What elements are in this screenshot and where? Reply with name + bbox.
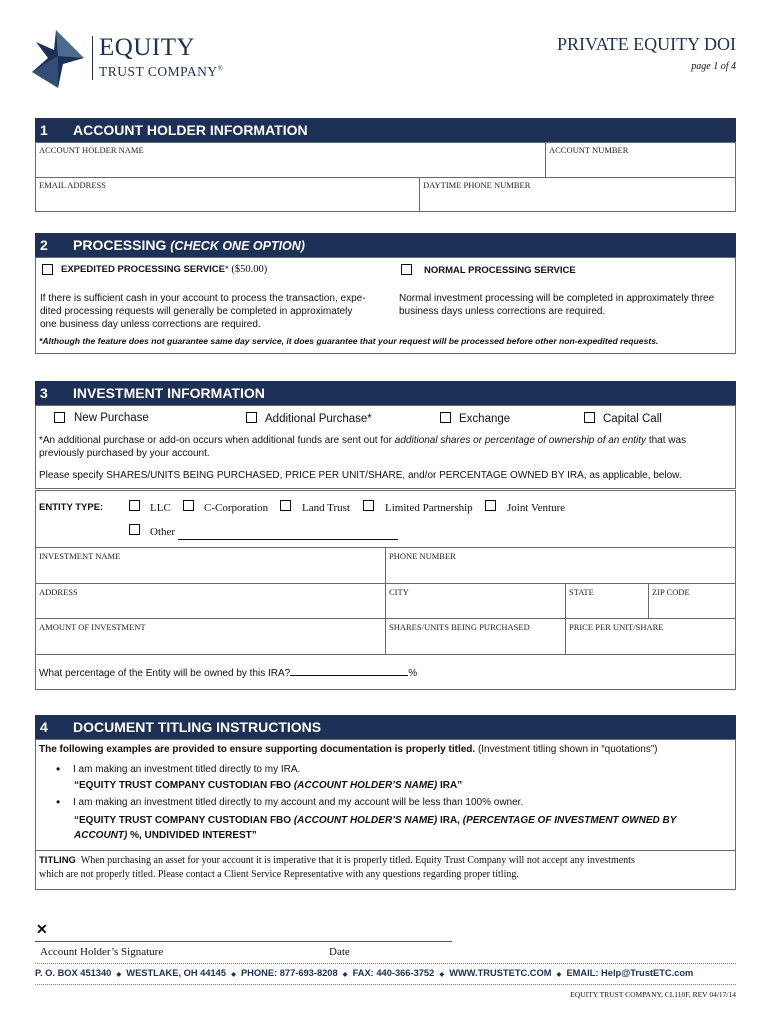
new-purchase-label: New Purchase	[74, 412, 149, 424]
titling-label: TITLING	[39, 855, 76, 866]
titling-intro: The following examples are provided to ensure supporting documentation is properly titled. (Investment titling shown in “quotations”)	[39, 744, 658, 755]
price-per-unit-field[interactable]	[566, 619, 735, 654]
signature-x-icon: ✕	[36, 923, 48, 938]
land-trust-label: Land Trust	[302, 502, 350, 514]
logo-equity-text: EQUITY	[99, 34, 196, 61]
signature-label: Account Holder’s Signature	[40, 946, 164, 958]
account-number-field[interactable]	[546, 143, 735, 177]
phone-number-label: PHONE NUMBER	[389, 551, 456, 561]
address-label: ADDRESS	[39, 587, 78, 597]
expedited-description	[40, 292, 366, 331]
c-corporation-checkbox[interactable]	[183, 500, 194, 511]
footer-separator-icon: ◆	[342, 972, 348, 978]
expedited-description-line: dited processing requests will generally be completed in approximately	[40, 306, 353, 317]
section-2-header	[35, 233, 736, 257]
llc-label: LLC	[150, 502, 171, 514]
footer-contact-line	[35, 968, 693, 978]
other-checkbox[interactable]	[129, 524, 140, 535]
footer-city: WESTLAKE, OH 44145	[126, 968, 227, 978]
bullet-icon: •	[56, 762, 61, 776]
state-field[interactable]	[566, 584, 648, 618]
processing-box	[35, 257, 736, 354]
section-4-header	[35, 715, 736, 739]
investment-name-label: INVESTMENT NAME	[39, 551, 121, 561]
entity-type-label: ENTITY TYPE:	[39, 502, 104, 513]
signature-line[interactable]	[35, 941, 452, 942]
titling-box	[35, 739, 736, 890]
bullet-icon: •	[56, 795, 61, 809]
titling-example-1: “EQUITY TRUST COMPANY CUSTODIAN FBO (ACCOUNT HOLDER’S NAME) IRA”	[74, 780, 463, 791]
joint-venture-label: Joint Venture	[507, 502, 566, 514]
investment-name-field[interactable]	[36, 548, 385, 583]
entity-details-box	[35, 490, 736, 690]
city-field[interactable]	[386, 584, 565, 618]
footer-fax: FAX: 440-366-3752	[352, 968, 435, 978]
expedited-description-line: If there is sufficient cash in your account to process the transaction, expe-	[40, 293, 366, 304]
specify-instructions: Please specify SHARES/UNITS BEING PURCHASED, PRICE PER UNIT/SHARE, and/or PERCENTAGE OWNED BY IRA, as applicable, below.	[39, 470, 682, 481]
exchange-label: Exchange	[459, 413, 511, 425]
ira-percentage-input-line[interactable]	[290, 666, 408, 676]
email-address-field[interactable]	[36, 178, 419, 211]
footer-po-box: P. O. BOX 451340	[35, 968, 112, 978]
additional-purchase-label: Additional Purchase*	[265, 413, 372, 425]
section-1-title: ACCOUNT HOLDER INFORMATION	[73, 122, 308, 138]
form-code: EQUITY TRUST COMPANY, CL110F, REV 04/17/14	[570, 990, 736, 999]
amount-of-investment-field[interactable]	[36, 619, 385, 654]
exchange-checkbox[interactable]	[440, 412, 451, 423]
shares-units-field[interactable]	[386, 619, 565, 654]
section-1-header	[35, 118, 736, 142]
normal-processing-checkbox[interactable]	[401, 264, 412, 275]
limited-partnership-checkbox[interactable]	[363, 500, 374, 511]
footer-separator-icon: ◆	[439, 972, 445, 978]
section-3-title: INVESTMENT INFORMATION	[73, 385, 265, 401]
account-holder-box	[35, 142, 736, 212]
footer-phone: PHONE: 877-693-8208	[240, 968, 338, 978]
section-1-number: 1	[40, 122, 48, 138]
c-corporation-label: C-Corporation	[204, 502, 269, 514]
additional-purchase-checkbox[interactable]	[246, 412, 257, 423]
section-2-title: PROCESSING (CHECK ONE OPTION)	[73, 237, 305, 253]
city-label: CITY	[389, 587, 409, 597]
llc-checkbox[interactable]	[129, 500, 140, 511]
limited-partnership-label: Limited Partnership	[385, 502, 473, 514]
footer-separator-icon: ◆	[556, 972, 562, 978]
section-4-number: 4	[40, 719, 48, 735]
titling-example-2: “EQUITY TRUST COMPANY CUSTODIAN FBO (ACCOUNT HOLDER’S NAME) IRA, (PERCENTAGE OF INVESTMENT OWNED BY ACCOUNT) %, UNDIVIDED INTEREST”	[74, 815, 677, 841]
section-3-number: 3	[40, 385, 48, 401]
joint-venture-checkbox[interactable]	[485, 500, 496, 511]
section-2-number: 2	[40, 237, 48, 253]
expedited-description-line: one business day unless corrections are required.	[40, 319, 261, 330]
land-trust-checkbox[interactable]	[280, 500, 291, 511]
ira-percentage-question	[39, 666, 417, 679]
price-per-unit-label: PRICE PER UNIT/SHARE	[569, 622, 664, 632]
additional-purchase-note: *An additional purchase or add-on occurs when additional funds are sent out for additional shares or percentage of ownership of an entity that was previously purchased by your account.	[39, 435, 687, 459]
footer-separator-icon: ◆	[116, 972, 122, 978]
expedited-processing-checkbox[interactable]	[42, 264, 53, 275]
expedited-processing-label: EXPEDITED PROCESSING SERVICE* ($50.00)	[61, 264, 268, 275]
row-divider	[36, 850, 735, 851]
processing-footnote: *Although the feature does not guarantee same day service, it does guarantee that your request will be processed before other non-expedited requests.	[39, 336, 659, 346]
address-field[interactable]	[36, 584, 385, 618]
page-number: page 1 of 4	[691, 61, 736, 72]
form-title: PRIVATE EQUITY DOI	[557, 34, 736, 54]
date-label: Date	[329, 946, 350, 958]
logo-divider	[92, 36, 93, 80]
row-divider	[36, 654, 735, 655]
normal-description	[399, 292, 714, 318]
state-label: STATE	[569, 587, 594, 597]
footer-email-link[interactable]: EMAIL: Help@TrustETC.com	[566, 968, 694, 978]
titling-notice: TITLING When purchasing an asset for your account it is imperative that it is properly titled. Equity Trust Company will not accept any investments which are not properly titled. Please contact a Client Service Representative with any questions regarding proper titling.	[39, 855, 635, 880]
account-number-label: ACCOUNT NUMBER	[549, 145, 629, 155]
account-holder-name-field[interactable]	[36, 143, 545, 177]
daytime-phone-field[interactable]	[420, 178, 735, 211]
investment-type-box	[35, 405, 736, 489]
shares-units-label: SHARES/UNITS BEING PURCHASED	[389, 622, 530, 632]
capital-call-label: Capital Call	[603, 413, 662, 425]
other-input-line[interactable]	[178, 539, 398, 540]
titling-bullet-2: I am making an investment titled directly to my account and my account will be less than 100% owner.	[73, 797, 524, 808]
normal-processing-label: NORMAL PROCESSING SERVICE	[424, 265, 576, 276]
zip-code-field[interactable]	[649, 584, 735, 618]
other-label: Other	[150, 526, 176, 538]
zip-code-label: ZIP CODE	[652, 587, 690, 597]
footer-separator-icon: ◆	[231, 972, 236, 978]
footer-top-rule	[35, 963, 736, 964]
section-4-title: DOCUMENT TITLING INSTRUCTIONS	[73, 719, 322, 735]
daytime-phone-label: DAYTIME PHONE NUMBER	[423, 180, 531, 190]
normal-description-line: business days unless corrections are required.	[399, 306, 606, 317]
capital-call-checkbox[interactable]	[584, 412, 595, 423]
titling-bullet-1: I am making an investment titled directly to my IRA.	[73, 764, 301, 775]
account-holder-name-label: ACCOUNT HOLDER NAME	[39, 145, 144, 155]
email-address-label: EMAIL ADDRESS	[39, 180, 106, 190]
percent-sign: %	[408, 668, 418, 679]
footer-bottom-rule	[35, 984, 736, 985]
star-logo-icon	[30, 28, 86, 90]
ira-percentage-question-text: What percentage of the Entity will be owned by this IRA?	[39, 668, 291, 679]
footer-website-link[interactable]: WWW.TRUSTETC.COM	[449, 968, 552, 978]
new-purchase-checkbox[interactable]	[54, 412, 65, 423]
normal-description-line: Normal investment processing will be completed in approximately three	[399, 293, 715, 304]
amount-of-investment-label: AMOUNT OF INVESTMENT	[39, 622, 146, 632]
logo-trust-company-text: TRUST COMPANY®	[99, 64, 224, 79]
section-3-header	[35, 381, 736, 405]
phone-number-field[interactable]	[386, 548, 735, 583]
